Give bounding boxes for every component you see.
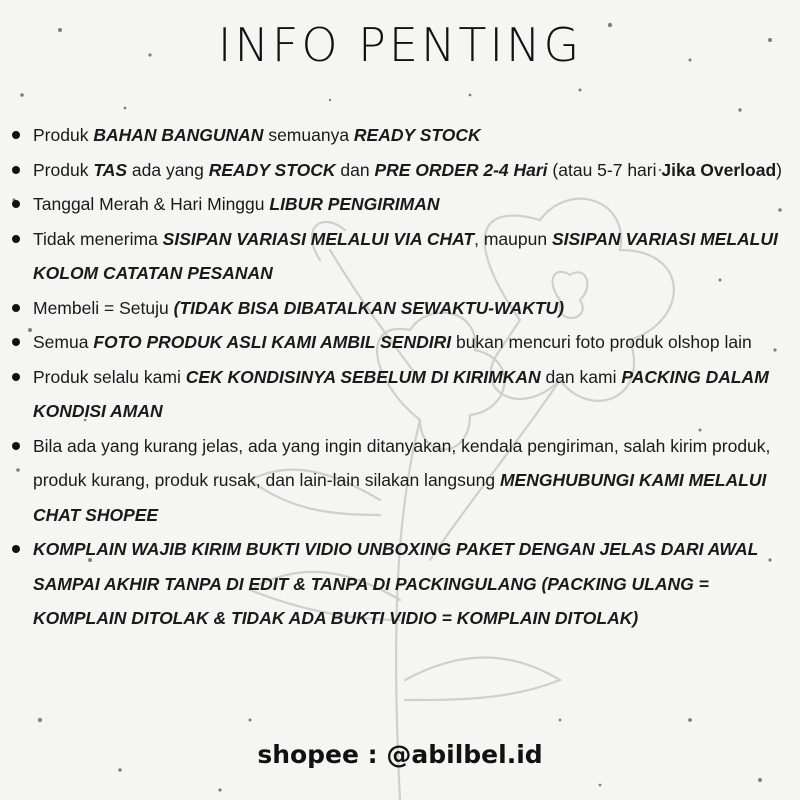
emphasis-text: CEK KONDISINYA SEBELUM DI KIRIMKAN <box>185 366 541 387</box>
emphasis-text: READY STOCK <box>208 159 336 180</box>
emphasis-text: SISIPAN VARIASI MELALUI KOLOM CATATAN PESANAN <box>33 228 778 283</box>
emphasis-text: (TIDAK BISA DIBATALKAN SEWAKTU-WAKTU) <box>173 297 565 318</box>
list-item <box>10 532 790 636</box>
item-text: (atau 5-7 hari <box>547 159 662 180</box>
item-text: bukan mencuri foto produk olshop lain <box>451 332 752 352</box>
emphasis-text: MENGHUBUNGI KAMI MELALUI CHAT SHOPEE <box>33 470 767 525</box>
list-item <box>10 222 790 291</box>
emphasis-text: BAHAN BANGUNAN <box>93 125 264 145</box>
list-item <box>10 118 790 153</box>
list-item <box>10 360 790 429</box>
list-item <box>10 325 790 360</box>
emphasis-text: PACKING DALAM KONDISI AMAN <box>33 366 769 421</box>
item-text: Bila ada yang kurang jelas, ada yang ingin ditanyakan, kendala pengiriman, salah kirim produk, produk kurang, produk rusak, dan lain-lain silakan langsung <box>33 435 771 490</box>
item-text: Tidak menerima <box>33 228 163 249</box>
item-text: , maupun <box>474 228 552 249</box>
item-text: Semua <box>33 332 94 352</box>
item-text: semuanya <box>263 125 354 145</box>
item-text: dan kami <box>540 366 622 387</box>
emphasis-text: TAS <box>93 159 128 180</box>
emphasis-text: READY STOCK <box>353 125 481 145</box>
emphasis-text: PRE ORDER 2-4 Hari <box>374 159 548 180</box>
shopee-handle: shopee : @abilbel.id <box>257 740 543 769</box>
item-text: Produk selalu kami <box>33 366 186 387</box>
item-text: Produk <box>33 159 94 180</box>
list-item <box>10 187 790 222</box>
item-text: Tanggal Merah & Hari Minggu <box>33 194 270 214</box>
emphasis-text: KOMPLAIN WAJIB KIRIM BUKTI VIDIO UNBOXING PAKET DENGAN JELAS DARI AWAL SAMPAI AKHIR TANPA DI EDIT & TANPA DI PACKINGULANG (PACKING ULANG = KOMPLAIN DITOLAK & TIDAK ADA BUKTI VIDIO = KOMPLAIN DITOLAK) <box>33 539 758 628</box>
emphasis-text: SISIPAN VARIASI MELALUI VIA CHAT <box>162 228 475 249</box>
item-text: Membeli = Setuju <box>33 297 174 318</box>
item-text: ) <box>776 159 782 180</box>
emphasis-text: FOTO PRODUK ASLI KAMI AMBIL SENDIRI <box>93 332 452 352</box>
page-title: INFO PENTING <box>217 18 583 72</box>
emphasis-text: Jika Overload <box>661 159 777 180</box>
item-text: dan <box>335 159 375 180</box>
list-item <box>10 429 790 533</box>
item-text: Produk <box>33 125 94 145</box>
list-item <box>10 153 790 188</box>
info-list <box>10 118 790 636</box>
item-text: ada yang <box>127 159 209 180</box>
emphasis-text: LIBUR PENGIRIMAN <box>269 194 440 214</box>
list-item <box>10 291 790 326</box>
